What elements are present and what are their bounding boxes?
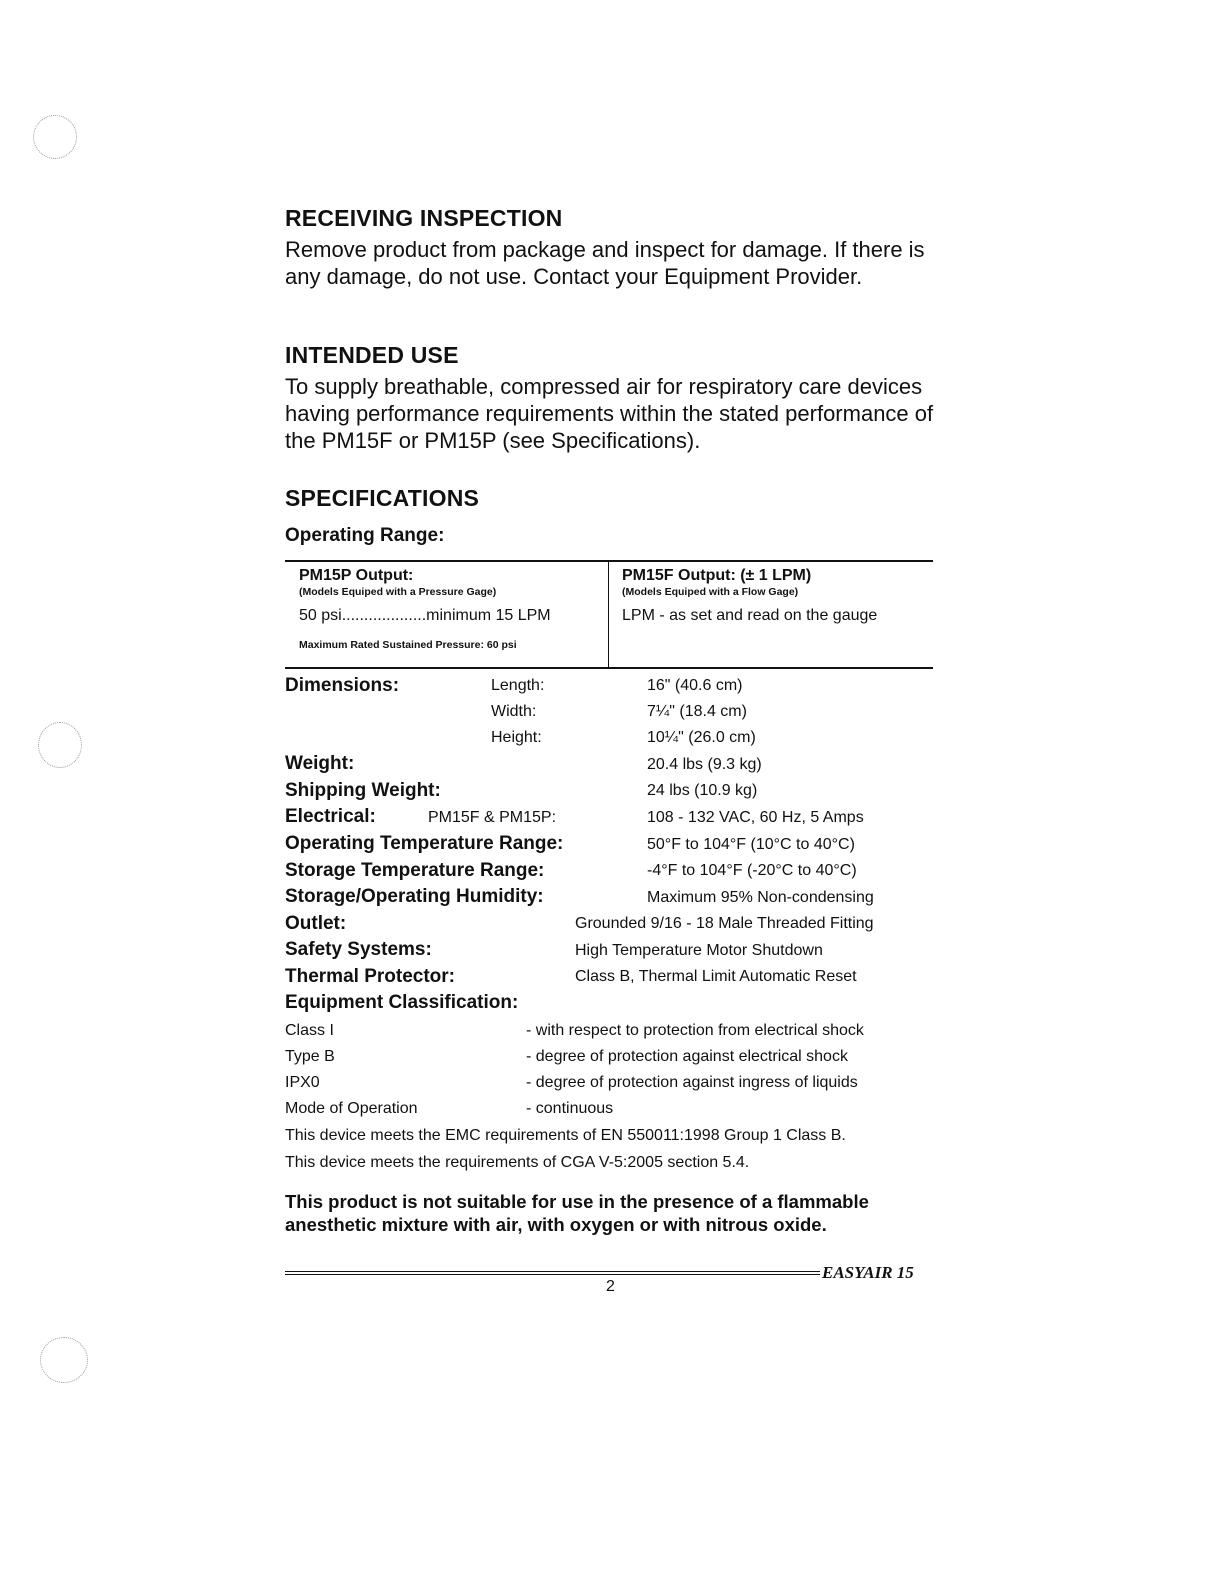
length-label: Length: bbox=[491, 677, 545, 694]
pm15p-label: PM15P Output: bbox=[299, 567, 414, 584]
receiving-section bbox=[285, 205, 925, 290]
receiving-body: Remove product from package and inspect for damage. If there is any damage, do not use. Contact your Equipment Provider. bbox=[285, 237, 925, 289]
page-number: 2 bbox=[606, 1278, 615, 1295]
emc-statement: This device meets the EMC requirements of EN 550011:1998 Group 1 Class B. bbox=[285, 1127, 846, 1144]
thermal-label: Thermal Protector: bbox=[285, 966, 455, 987]
outlet-value: Grounded 9/16 - 18 Male Threaded Fitting bbox=[575, 915, 874, 932]
footer-rule bbox=[285, 1274, 820, 1275]
intended-heading: INTENDED USE bbox=[285, 342, 459, 368]
class-row-key: Mode of Operation bbox=[285, 1100, 418, 1117]
width-value: 7¼" (18.4 cm) bbox=[647, 703, 747, 720]
footer-rule bbox=[285, 1271, 820, 1272]
op-temp-label: Operating Temperature Range: bbox=[285, 833, 564, 854]
cga-statement: This device meets the requirements of CGA V-5:2005 section 5.4. bbox=[285, 1154, 750, 1171]
weight-label: Weight: bbox=[285, 753, 355, 774]
binder-hole bbox=[33, 115, 77, 159]
dimensions-label: Dimensions: bbox=[285, 675, 400, 696]
shipping-label: Shipping Weight: bbox=[285, 780, 441, 801]
binder-hole bbox=[38, 722, 82, 768]
pm15f-value: LPM - as set and read on the gauge bbox=[622, 607, 878, 624]
pm15p-column bbox=[299, 567, 551, 651]
class-row-key: Class I bbox=[285, 1022, 334, 1039]
st-temp-label: Storage Temperature Range: bbox=[285, 860, 545, 881]
class-row-value: - continuous bbox=[526, 1100, 614, 1117]
receiving-heading: RECEIVING INSPECTION bbox=[285, 205, 563, 231]
humidity-label: Storage/Operating Humidity: bbox=[285, 886, 544, 907]
intended-body: To supply breathable, compressed air for respiratory care devices having performance requirements within the stated performance of the PM15F or PM15P (see Specifications). bbox=[285, 374, 934, 453]
pm15p-value: 50 psi...................minimum 15 LPM bbox=[299, 607, 551, 624]
safety-label: Safety Systems: bbox=[285, 939, 432, 960]
class-row-value: - degree of protection against ingress of liquids bbox=[526, 1074, 858, 1091]
thermal-value: Class B, Thermal Limit Automatic Reset bbox=[575, 968, 857, 985]
operating-range-table bbox=[285, 560, 933, 669]
st-temp-value: -4°F to 104°F (-20°C to 40°C) bbox=[647, 862, 857, 879]
brand-logo: EASYAIR 15 bbox=[822, 1263, 914, 1282]
shipping-value: 24 lbs (10.9 kg) bbox=[647, 782, 758, 799]
flammable-warning: This product is not suitable for use in the presence of a flammable anesthetic mixture with air, with oxygen or with nitrous oxide. bbox=[285, 1191, 869, 1235]
op-temp-value: 50°F to 104°F (10°C to 40°C) bbox=[647, 836, 855, 853]
length-value: 16" (40.6 cm) bbox=[647, 677, 743, 694]
class-row-key: Type B bbox=[285, 1048, 335, 1065]
pm15p-max: Maximum Rated Sustained Pressure: 60 psi bbox=[299, 639, 517, 651]
width-label: Width: bbox=[491, 703, 537, 720]
safety-value: High Temperature Motor Shutdown bbox=[575, 942, 823, 959]
specs-heading: SPECIFICATIONS bbox=[285, 485, 480, 511]
electrical-models: PM15F & PM15P: bbox=[428, 809, 557, 826]
binder-hole bbox=[40, 1337, 88, 1383]
classification-label: Equipment Classification: bbox=[285, 992, 519, 1013]
class-row-value: - with respect to protection from electrical shock bbox=[526, 1022, 864, 1039]
pm15f-note: (Models Equiped with a Flow Gage) bbox=[622, 586, 799, 598]
intended-section bbox=[285, 342, 935, 454]
electrical-label: Electrical: bbox=[285, 806, 376, 827]
outlet-label: Outlet: bbox=[285, 913, 347, 934]
operating-range-label: Operating Range: bbox=[285, 525, 445, 546]
humidity-value: Maximum 95% Non-condensing bbox=[647, 889, 874, 906]
pm15f-column bbox=[622, 567, 877, 625]
table-divider bbox=[608, 562, 609, 667]
height-value: 10¼" (26.0 cm) bbox=[647, 729, 756, 746]
pm15p-note: (Models Equiped with a Pressure Gage) bbox=[299, 586, 497, 598]
weight-value: 20.4 lbs (9.3 kg) bbox=[647, 756, 762, 773]
pm15f-label: PM15F Output: (± 1 LPM) bbox=[622, 567, 812, 584]
class-row-value: - degree of protection against electrical shock bbox=[526, 1048, 848, 1065]
height-label: Height: bbox=[491, 729, 542, 746]
electrical-value: 108 - 132 VAC, 60 Hz, 5 Amps bbox=[647, 809, 864, 826]
class-row-key: IPX0 bbox=[285, 1074, 320, 1091]
